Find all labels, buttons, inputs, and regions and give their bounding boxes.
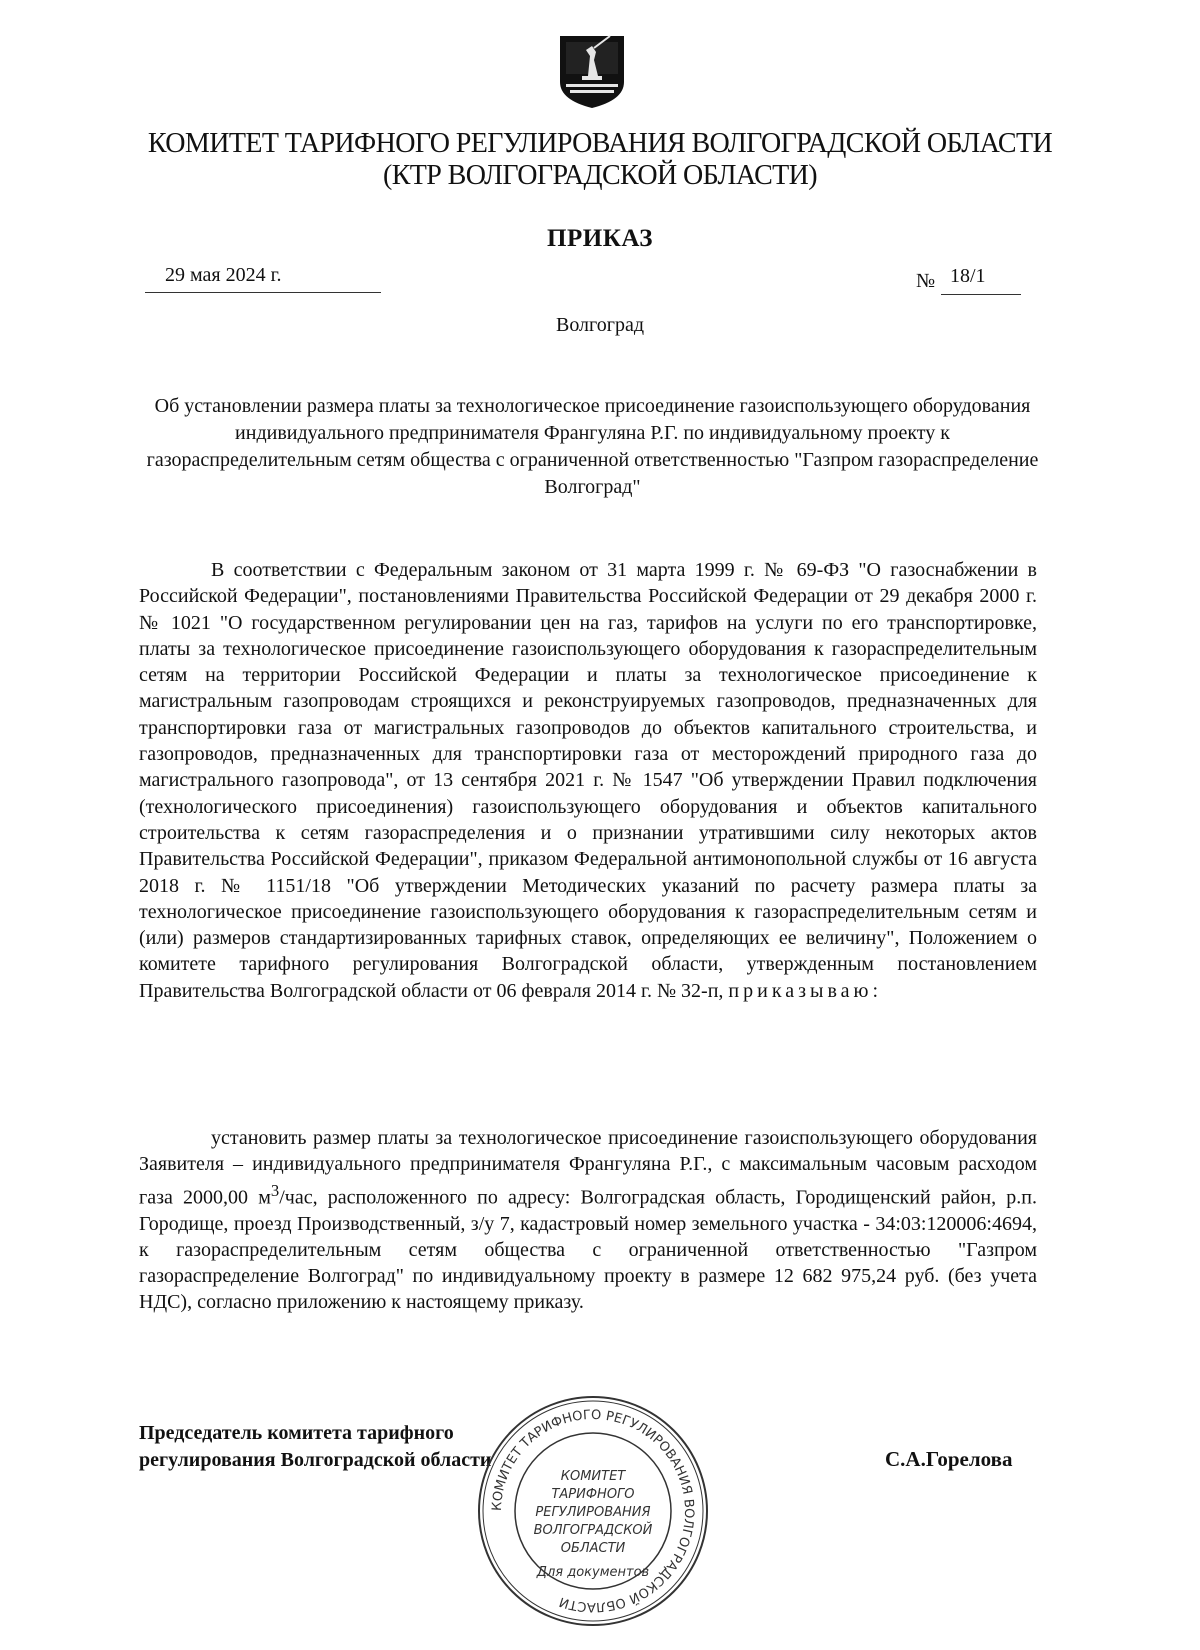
document-subject: Об установлении размера платы за технологическое присоединение газоиспользующего оборудования индивидуального предпринимателя Франгуляна Р.Г. по индивидуальному проекту к газораспределительным сетям общества с ограниченной ответственностью "Газпром газораспределение Волгоград" [146, 395, 1039, 498]
signatory-title-line1: Председатель комитета тарифного [139, 1422, 454, 1444]
stamp-inner-line-4: ВОЛГОГРАДСКОЙ [533, 1523, 653, 1538]
organization-name: КОМИТЕТ ТАРИФНОГО РЕГУЛИРОВАНИЯ ВОЛГОГРАДСКОЙ ОБЛАСТИ [147, 128, 1053, 159]
stamp-inner-line-1: КОМИТЕТ [560, 1469, 626, 1484]
organization-abbreviation: (КТР ВОЛГОГРАДСКОЙ ОБЛАСТИ) [382, 160, 817, 191]
stamp-outer-text: КОМИТЕТ ТАРИФНОГО РЕГУЛИРОВАНИЯ ВОЛГОГРАДСКОЙ ОБЛАСТИ [489, 1407, 697, 1615]
number-underline [941, 294, 1021, 295]
unit-superscript: 3 [270, 1180, 280, 1200]
preamble-paragraph [139, 557, 1037, 1004]
stamp-inner-line-5: ОБЛАСТИ [560, 1541, 626, 1556]
signatory-name: С.А.Горелова [885, 1447, 1013, 1471]
document-city: Волгоград [555, 314, 645, 336]
date-underline [145, 292, 381, 293]
order-text-part1: установить размер платы за технологическое присоединение газоиспользующего оборудования Заявителя – индивидуального предпринимателя Франгуляна Р.Г., с максимальным часовым расходом газа 2000,00 м [139, 1127, 1037, 1209]
coat-of-arms-icon [552, 30, 632, 110]
stamp-inner-line-3: РЕГУЛИРОВАНИЯ [535, 1505, 651, 1520]
order-word: приказываю: [728, 979, 882, 1002]
stamp-inner-line-2: ТАРИФНОГО [551, 1487, 635, 1502]
preamble-text: В соответствии с Федеральным законом от 31 марта 1999 г. № 69-ФЗ "О газоснабжении в Российской Федерации", постановлениями Правительства Российской Федерации от 29 декабря 2000 г. № 1021 "О государственном регулировании цен на газ, тарифов на услуги по его транспортировке, платы за технологическое присоединение газоиспользующего оборудования к газораспределительным сетям на территории Российской Федерации и платы за технологическое присоединение к магистральным газопроводам строящихся и реконструируемых газопроводов, предназначенных для транспортировки газа от магистральных газопроводов до объектов капитального строительства, и газопроводов, предназначенных для транспортировки газа от месторождений природного газа до магистрального газопровода", от 13 сентября 2021 г. № 1547 "Об утверждении Правил подключения (технологического присоединения) газоиспользующего оборудования и объектов капитального строительства к сетям газораспределения и о признании утратившими силу некоторых актов Правительства Российской Федерации", приказом Федеральной антимонопольной службы от 16 августа 2018 г. № 1151/18 "Об утверждении Методических указаний по расчету размера платы за технологическое присоединение газоиспользующего оборудования к газораспределительным сетям и (или) размеров стандартизированных тарифных ставок, определяющих ее величину", Положением о комитете тарифного регулирования Волгоградской области, утвержденным постановлением Правительства Волгоградской области от 06 февраля 2014 г. № 32-п, [139, 559, 1037, 1002]
document-number: 18/1 [950, 265, 986, 287]
document-type: ПРИКАЗ [547, 225, 653, 252]
official-stamp-icon [472, 1390, 714, 1632]
document-number-label: № [916, 270, 936, 292]
signatory-title-line2: регулирования Волгоградской области [139, 1449, 492, 1471]
order-paragraph [139, 1125, 1037, 1316]
stamp-bottom-text: Для документов [536, 1565, 650, 1580]
document-date: 29 мая 2024 г. [165, 264, 282, 286]
order-text-part2: /час, расположенного по адресу: Волгоградская область, Городищенский район, р.п. Городище, проезд Производственный, з/у 7, кадастровый номер земельного участка - 34:03:120006:4694, к газораспределительным сетям общества с ограниченной ответственностью "Газпром газораспределение Волгоград" по индивидуальному проекту в размере 12 682 975,24 руб. (без учета НДС), согласно приложению к настоящему приказу. [139, 1186, 1037, 1314]
